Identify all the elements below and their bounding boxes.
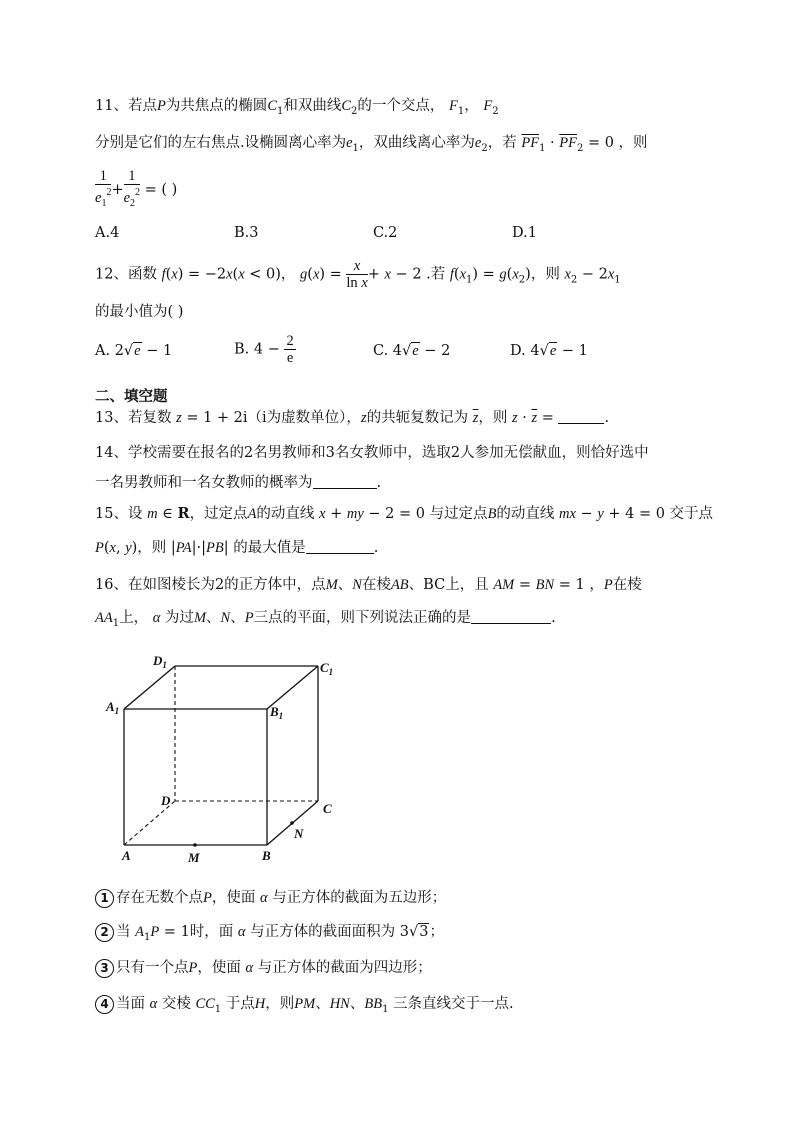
point-n bbox=[290, 821, 294, 825]
point-m bbox=[193, 843, 197, 847]
label-n: N bbox=[294, 826, 304, 841]
q12-line2: 的最小值为( ) bbox=[95, 304, 184, 320]
cube-figure bbox=[100, 648, 350, 873]
q11-option-c: C.2 bbox=[373, 225, 398, 241]
q11-line2: 分别是它们的左右焦点.设椭圆离心率为$e_1$，双曲线离心率为$e_2$，若 $\overline{PF}_1 \cdot \overline{PF}_2 = 0$ ，则 bbox=[95, 135, 648, 154]
q15-line2: P(x, y)，则 |PA|·|PB| 的最大值是 . bbox=[95, 540, 379, 556]
statement-4: 4 当面 α 交棱 $CC_1$ 于点H，则PM、HN、$BB_1$ 三条直线交于一点. bbox=[95, 994, 514, 1020]
q11-option-a: A.4 bbox=[95, 225, 120, 241]
q11-option-b: B.3 bbox=[234, 225, 259, 241]
section-title: 二、填空题 bbox=[95, 388, 168, 405]
q12-option-b: B. 4 − $\frac{2}{e}$ bbox=[234, 333, 294, 366]
statement-2: 2 当 $A_1P = 1$时，面 α 与正方体的截面面积为 3√3； bbox=[95, 922, 444, 948]
label-b: B bbox=[262, 848, 271, 863]
q11-line1: 11、若点P为共焦点的椭圆$C_1$和双曲线$C_2$的一个交点， $F_1$， $F_2$ bbox=[95, 98, 499, 117]
label-a1: $A_1$ bbox=[106, 699, 120, 716]
q12-option-a: A. 2√e − 1 bbox=[95, 343, 173, 359]
q15-line1: 15、设 m ∈ R，过定点A的动直线 x + my − 2 = 0 与过定点B的动直线 mx − y + 4 = 0 交于点 bbox=[95, 505, 714, 522]
q11-line3: $\frac{1}{e_1^2}$ + $\frac{1}{e_2^2}$ = ( ) bbox=[95, 168, 178, 209]
statement-1: 1 存在无数个点P，使面 α 与正方体的截面为五边形； bbox=[95, 888, 446, 908]
q14-line1: 14、学校需要在报名的2名男教师和3名女教师中，选取2人参加无偿献血，则恰好选中 bbox=[95, 445, 649, 461]
statement-3: 3 只有一个点P，使面 α 与正方体的截面为四边形； bbox=[95, 958, 432, 978]
q12-option-d: D. 4√e − 1 bbox=[510, 343, 588, 359]
label-d1: $D_1$ bbox=[153, 653, 167, 670]
q16-line1: 16、在如图棱长为2的正方体中，点M、N在棱AB、BC上，且 AM = BN = 1 ，P在棱 bbox=[95, 577, 642, 593]
label-m: M bbox=[188, 850, 200, 865]
label-b1: $B_1$ bbox=[270, 704, 284, 721]
q12-line1: 12、函数 f(x) = −2x(x < 0)， g(x) = $\frac{x}{\text{ln x}}$ + x − 2 .若 $f(x_1) = g(x_2)$，则 $x_2 - 2x_1$ bbox=[95, 258, 621, 291]
label-c: C bbox=[323, 801, 332, 816]
q11-option-d: D.1 bbox=[512, 225, 537, 241]
label-d: D bbox=[161, 793, 171, 808]
label-c1: $C_1$ bbox=[320, 660, 334, 677]
q13-line: 13、若复数 z = 1 + 2i（i为虚数单位），z的共轭复数记为 $\overline{z}$，则 $z \cdot \overline{z}$ = . bbox=[95, 410, 610, 426]
q14-line2: 一名男教师和一名女教师的概率为 . bbox=[95, 475, 382, 491]
q12-option-c: C. 4√e − 2 bbox=[373, 343, 451, 359]
label-a: A bbox=[122, 848, 131, 863]
q16-line2: $AA_1$上， α 为过M、N、P三点的平面，则下列说法正确的是 . bbox=[95, 610, 556, 629]
